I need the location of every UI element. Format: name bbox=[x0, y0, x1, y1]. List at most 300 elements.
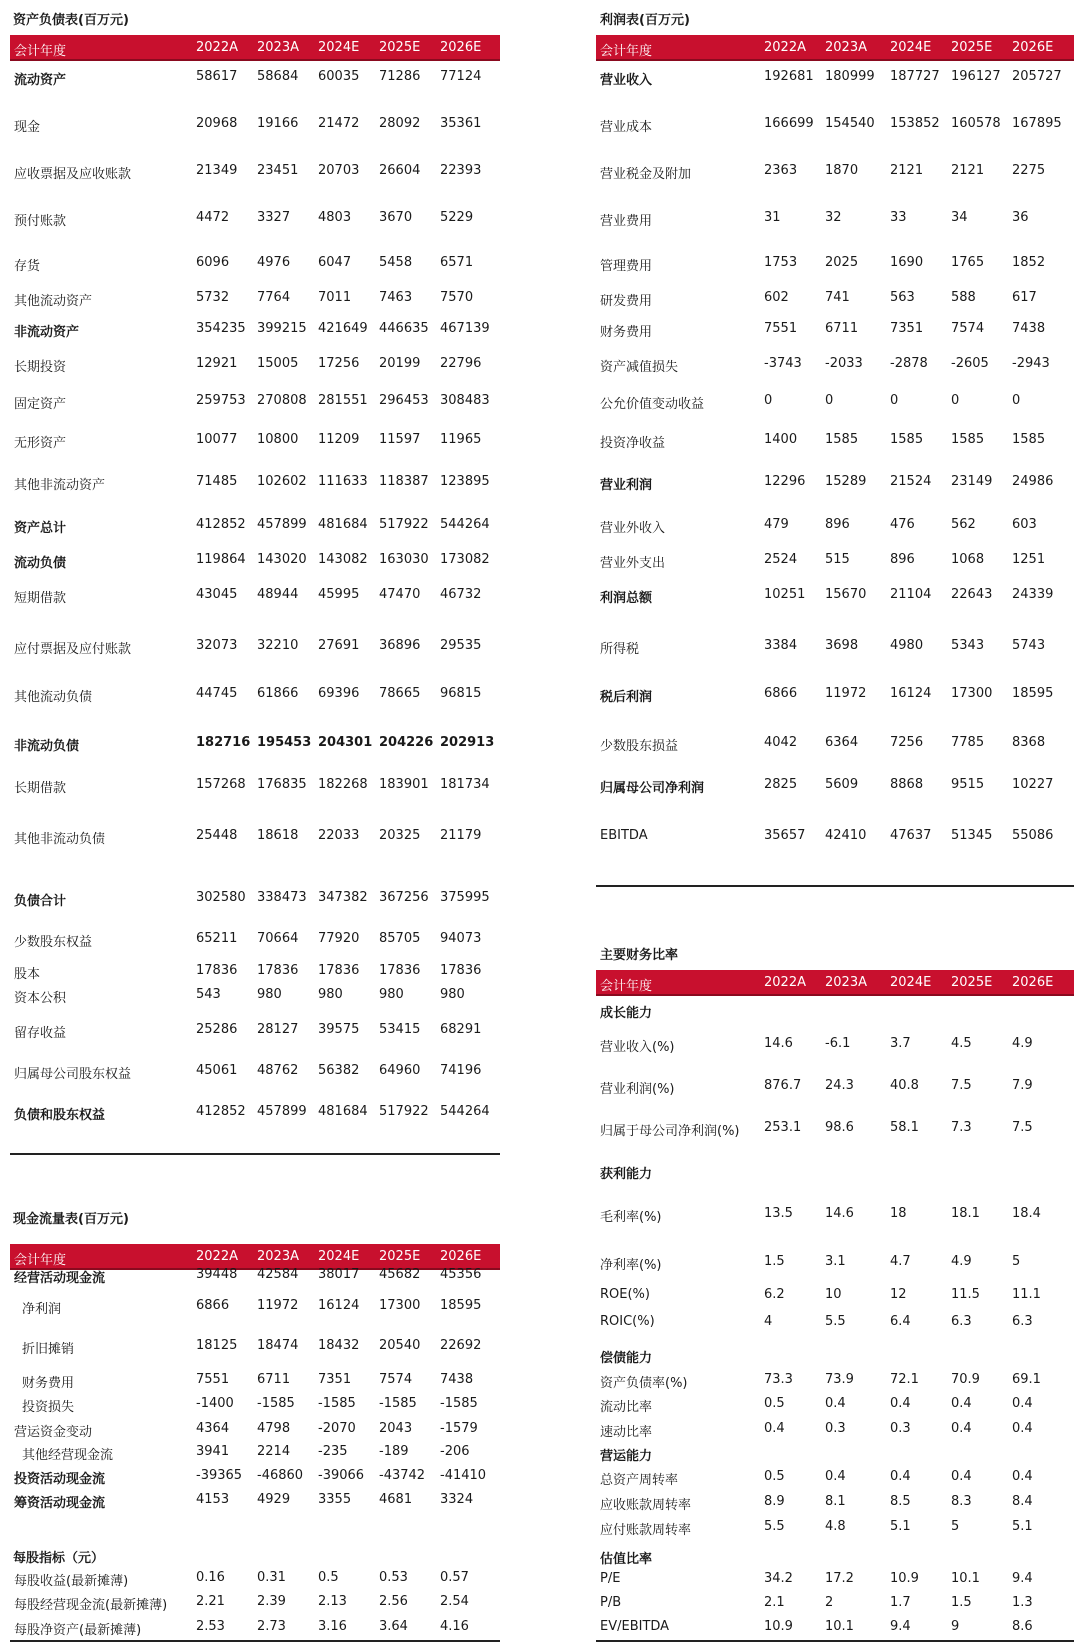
ratios-row-value: 73.9 bbox=[825, 1372, 854, 1387]
balance-header-year: 2023A bbox=[257, 40, 299, 55]
balance-row-value: 308483 bbox=[440, 393, 490, 408]
balance-row-value: 421649 bbox=[318, 321, 368, 336]
ratios-row-label: 流动比率 bbox=[600, 1400, 653, 1415]
cashflow-row-value: -41410 bbox=[440, 1468, 487, 1483]
balance-row-value: 457899 bbox=[257, 1104, 307, 1119]
income-row-value: 34 bbox=[951, 210, 968, 225]
balance-row-value: 367256 bbox=[379, 890, 429, 905]
ratios-title: 主要财务比率 bbox=[600, 948, 679, 963]
income-row-value: 1852 bbox=[1012, 255, 1046, 270]
ratios-row-value: 72.1 bbox=[890, 1372, 919, 1387]
balance-row-value: 11597 bbox=[379, 432, 421, 447]
ratios-row bbox=[596, 1571, 1074, 1589]
cashflow-row-value: 22692 bbox=[440, 1338, 482, 1353]
ratios-row-label: 资产负债率(%) bbox=[600, 1376, 688, 1391]
balance-row-value: 543 bbox=[196, 987, 221, 1002]
balance-row-value: 7011 bbox=[318, 290, 352, 305]
ratios-row bbox=[596, 1548, 1074, 1566]
cashflow-header-year: 2026E bbox=[440, 1249, 482, 1264]
ratios-row-value: 253.1 bbox=[764, 1120, 802, 1135]
income-row-value: 896 bbox=[825, 517, 850, 532]
ratios-row-value: 0.4 bbox=[1012, 1469, 1033, 1484]
balance-row-label: 非流动负债 bbox=[14, 739, 80, 754]
cashflow-row-value: 7551 bbox=[196, 1372, 230, 1387]
income-row-value: 187727 bbox=[890, 69, 940, 84]
balance-row-value: 182716 bbox=[196, 735, 251, 750]
balance-row-value: 22393 bbox=[440, 163, 482, 178]
pershare-row-value: 4.16 bbox=[440, 1619, 469, 1634]
income-row-value: -2878 bbox=[890, 356, 928, 371]
balance-row-value: 183901 bbox=[379, 777, 429, 792]
ratios-row-value: 7.9 bbox=[1012, 1078, 1033, 1093]
cashflow-row-value: 45356 bbox=[440, 1267, 482, 1282]
ratios-row-value: 0.5 bbox=[764, 1396, 785, 1411]
balance-row-label: 存货 bbox=[14, 259, 41, 274]
pershare-row-label: 每股收益(最新摊薄) bbox=[14, 1574, 129, 1589]
balance-row-value: 36896 bbox=[379, 638, 421, 653]
balance-row-value: 20968 bbox=[196, 116, 238, 131]
income-row-label: 营业费用 bbox=[600, 214, 653, 229]
per-share-table bbox=[10, 0, 500, 1646]
ratios-row-value: 10.1 bbox=[951, 1571, 980, 1586]
income-row-label: 管理费用 bbox=[600, 259, 653, 274]
cashflow-row-value: 18432 bbox=[318, 1338, 360, 1353]
income-row-value: 1765 bbox=[951, 255, 985, 270]
ratios-row-value: 4.7 bbox=[890, 1254, 911, 1269]
cashflow-row-value: 6866 bbox=[196, 1298, 230, 1313]
ratios-row-label: 获利能力 bbox=[600, 1167, 653, 1182]
ratios-row bbox=[596, 1494, 1074, 1512]
pershare-row-value: 2.21 bbox=[196, 1594, 225, 1609]
left-bottom-rule bbox=[10, 1640, 500, 1642]
cashflow-row-value: -1585 bbox=[440, 1396, 478, 1411]
cashflow-row-value: 18125 bbox=[196, 1338, 238, 1353]
ratios-row-label: 营业收入(%) bbox=[600, 1040, 675, 1055]
ratios-row-value: 14.6 bbox=[764, 1036, 793, 1051]
income-row-value: 22643 bbox=[951, 587, 993, 602]
income-row-value: -3743 bbox=[764, 356, 802, 371]
ratios-row-value: 0.3 bbox=[825, 1421, 846, 1436]
cashflow-row-value: -43742 bbox=[379, 1468, 426, 1483]
ratios-row-label: 毛利率(%) bbox=[600, 1210, 662, 1225]
balance-row-value: 11209 bbox=[318, 432, 360, 447]
balance-row-value: 74196 bbox=[440, 1063, 482, 1078]
income-header-year: 2026E bbox=[1012, 40, 1054, 55]
balance-row-value: 26604 bbox=[379, 163, 421, 178]
balance-row-label: 长期借款 bbox=[14, 781, 67, 796]
ratios-row-value: 6.2 bbox=[764, 1287, 785, 1302]
ratios-row-label: P/E bbox=[600, 1571, 621, 1586]
ratios-row-value: 14.6 bbox=[825, 1206, 854, 1221]
pershare-row bbox=[10, 1619, 500, 1637]
balance-row-label: 流动负债 bbox=[14, 556, 67, 571]
income-row-value: 7256 bbox=[890, 735, 924, 750]
cashflow-row-value: -2070 bbox=[318, 1421, 356, 1436]
ratios-row bbox=[596, 1254, 1074, 1272]
balance-row-value: 281551 bbox=[318, 393, 368, 408]
balance-row-value: 21472 bbox=[318, 116, 360, 131]
income-row-value: 6711 bbox=[825, 321, 859, 336]
ratios-table bbox=[596, 0, 1074, 1646]
balance-row-value: 32073 bbox=[196, 638, 238, 653]
balance-row-value: 118387 bbox=[379, 474, 429, 489]
cashflow-row-value: -235 bbox=[318, 1444, 348, 1459]
balance-row-label: 长期投资 bbox=[14, 360, 67, 375]
ratios-row-value: 0.4 bbox=[951, 1421, 972, 1436]
balance-row-label: 股本 bbox=[14, 967, 41, 982]
balance-row-value: 119864 bbox=[196, 552, 246, 567]
balance-row-value: 58684 bbox=[257, 69, 299, 84]
cashflow-row-label: 折旧摊销 bbox=[22, 1342, 75, 1357]
balance-row-value: 3670 bbox=[379, 210, 413, 225]
ratios-row-value: 0.3 bbox=[890, 1421, 911, 1436]
ratios-row bbox=[596, 1078, 1074, 1096]
pershare-row-value: 0.53 bbox=[379, 1570, 408, 1585]
pershare-row-value: 3.16 bbox=[318, 1619, 347, 1634]
ratios-row bbox=[596, 1445, 1074, 1463]
income-row-value: 24339 bbox=[1012, 587, 1054, 602]
balance-row-value: 980 bbox=[440, 987, 465, 1002]
cashflow-header-year: 2025E bbox=[379, 1249, 421, 1264]
balance-row-value: 60035 bbox=[318, 69, 360, 84]
ratios-row-value: 73.3 bbox=[764, 1372, 793, 1387]
right-bottom-rule bbox=[596, 1640, 1074, 1642]
income-row-value: 196127 bbox=[951, 69, 1001, 84]
balance-row-value: 53415 bbox=[379, 1022, 421, 1037]
income-row-value: 35657 bbox=[764, 828, 806, 843]
balance-row-value: 481684 bbox=[318, 517, 368, 532]
ratios-header-year: 2024E bbox=[890, 975, 932, 990]
balance-row-value: 980 bbox=[379, 987, 404, 1002]
balance-row-value: 17836 bbox=[318, 963, 360, 978]
balance-row-value: 446635 bbox=[379, 321, 429, 336]
ratios-row-value: 8.3 bbox=[951, 1494, 972, 1509]
ratios-row-value: 4.8 bbox=[825, 1519, 846, 1534]
ratios-row bbox=[596, 1036, 1074, 1054]
cashflow-header-label: 会计年度 bbox=[14, 1253, 67, 1268]
ratios-row bbox=[596, 1519, 1074, 1537]
ratios-row-value: 3.7 bbox=[890, 1036, 911, 1051]
ratios-row bbox=[596, 1396, 1074, 1414]
ratios-row bbox=[596, 1347, 1074, 1365]
income-row-label: 营业税金及附加 bbox=[600, 167, 692, 182]
balance-row-value: 22033 bbox=[318, 828, 360, 843]
income-row-value: 167895 bbox=[1012, 116, 1062, 131]
balance-row-label: 其他流动负债 bbox=[14, 690, 93, 705]
ratios-row-label: EV/EBITDA bbox=[600, 1619, 670, 1634]
balance-row-value: 204226 bbox=[379, 735, 434, 750]
balance-row-value: 65211 bbox=[196, 931, 238, 946]
cashflow-row-value: -46860 bbox=[257, 1468, 304, 1483]
ratios-row-label: P/B bbox=[600, 1595, 622, 1610]
pershare-row-value: 2.13 bbox=[318, 1594, 347, 1609]
ratios-row-value: 18 bbox=[890, 1206, 907, 1221]
balance-row-value: 23451 bbox=[257, 163, 299, 178]
ratios-row-value: 5 bbox=[1012, 1254, 1021, 1269]
income-row-value: 2121 bbox=[890, 163, 924, 178]
income-row-value: 0 bbox=[825, 393, 834, 408]
ratios-row-value: 3.1 bbox=[825, 1254, 846, 1269]
cashflow-row-value: 3355 bbox=[318, 1492, 352, 1507]
balance-row-value: 20325 bbox=[379, 828, 421, 843]
income-row-value: 617 bbox=[1012, 290, 1037, 305]
income-row-value: 192681 bbox=[764, 69, 814, 84]
income-row-value: 180999 bbox=[825, 69, 875, 84]
cashflow-row-value: 18595 bbox=[440, 1298, 482, 1313]
ratios-row-label: 偿债能力 bbox=[600, 1351, 653, 1366]
balance-row-value: 56382 bbox=[318, 1063, 360, 1078]
ratios-row-value: 1.5 bbox=[764, 1254, 785, 1269]
balance-row-value: 4803 bbox=[318, 210, 352, 225]
income-row-value: 10251 bbox=[764, 587, 806, 602]
cashflow-row-value: 18474 bbox=[257, 1338, 299, 1353]
income-row-value: 2025 bbox=[825, 255, 859, 270]
cashflow-row-value: -39066 bbox=[318, 1468, 365, 1483]
balance-row-label: 负债合计 bbox=[14, 894, 67, 909]
ratios-row-label: 归属于母公司净利润(%) bbox=[600, 1124, 740, 1139]
income-row-label: 公允价值变动收益 bbox=[600, 397, 705, 412]
cashflow-header-year: 2023A bbox=[257, 1249, 299, 1264]
balance-row-value: 17836 bbox=[257, 963, 299, 978]
ratios-row-value: 0.4 bbox=[890, 1396, 911, 1411]
balance-header-year: 2026E bbox=[440, 40, 482, 55]
balance-row-value: 20199 bbox=[379, 356, 421, 371]
balance-row-value: 17836 bbox=[379, 963, 421, 978]
balance-row-value: 338473 bbox=[257, 890, 307, 905]
income-row-value: 3384 bbox=[764, 638, 798, 653]
cashflow-row-value: 4798 bbox=[257, 1421, 291, 1436]
cashflow-header-year: 2024E bbox=[318, 1249, 360, 1264]
balance-row-label: 流动资产 bbox=[14, 73, 67, 88]
ratios-row bbox=[596, 1163, 1074, 1181]
balance-row-value: 10077 bbox=[196, 432, 238, 447]
ratios-row bbox=[596, 1421, 1074, 1439]
balance-row-value: 18618 bbox=[257, 828, 299, 843]
income-row-value: 21524 bbox=[890, 474, 932, 489]
income-row-value: 479 bbox=[764, 517, 789, 532]
ratios-row-value: 4.5 bbox=[951, 1036, 972, 1051]
pershare-row-label: 每股净资产(最新摊薄) bbox=[14, 1623, 142, 1638]
balance-row-value: 45061 bbox=[196, 1063, 238, 1078]
balance-row-value: 163030 bbox=[379, 552, 429, 567]
income-row-label: 投资净收益 bbox=[600, 436, 666, 451]
cashflow-row-label: 投资损失 bbox=[22, 1400, 75, 1415]
balance-row-label: 负债和股东权益 bbox=[14, 1108, 106, 1123]
ratios-row-value: 2 bbox=[825, 1595, 834, 1610]
income-row-value: 10227 bbox=[1012, 777, 1054, 792]
ratios-row-value: 6.3 bbox=[1012, 1314, 1033, 1329]
income-row-value: 4980 bbox=[890, 638, 924, 653]
balance-row-value: 69396 bbox=[318, 686, 360, 701]
balance-row-value: 173082 bbox=[440, 552, 490, 567]
balance-row-value: 44745 bbox=[196, 686, 238, 701]
ratios-row bbox=[596, 1287, 1074, 1305]
ratios-row-label: 总资产周转率 bbox=[600, 1473, 679, 1488]
ratios-row-value: 9 bbox=[951, 1619, 960, 1634]
ratios-row-label: 净利率(%) bbox=[600, 1258, 662, 1273]
balance-row-label: 现金 bbox=[14, 120, 41, 135]
ratios-row-value: 13.5 bbox=[764, 1206, 793, 1221]
cashflow-row-value: 45682 bbox=[379, 1267, 421, 1282]
balance-row-value: 7463 bbox=[379, 290, 413, 305]
ratios-row-value: 0.5 bbox=[764, 1469, 785, 1484]
balance-header-label: 会计年度 bbox=[14, 44, 67, 59]
balance-row-value: 27691 bbox=[318, 638, 360, 653]
income-header-year: 2023A bbox=[825, 40, 867, 55]
balance-row-value: 347382 bbox=[318, 890, 368, 905]
income-row-label: 税后利润 bbox=[600, 690, 653, 705]
balance-row-value: 517922 bbox=[379, 517, 429, 532]
income-row-label: 归属母公司净利润 bbox=[600, 781, 705, 796]
cashflow-row-label: 财务费用 bbox=[22, 1376, 75, 1391]
ratios-row-label: 营业利润(%) bbox=[600, 1082, 675, 1097]
income-row-value: 588 bbox=[951, 290, 976, 305]
cashflow-row-label: 其他经营现金流 bbox=[22, 1448, 114, 1463]
balance-row-label: 应付票据及应付账款 bbox=[14, 642, 132, 657]
ratios-row-value: 7.5 bbox=[951, 1078, 972, 1093]
income-row-value: 11972 bbox=[825, 686, 867, 701]
balance-row-value: 195453 bbox=[257, 735, 312, 750]
income-row-value: 0 bbox=[890, 393, 899, 408]
balance-row-value: 21179 bbox=[440, 828, 482, 843]
cashflow-title: 现金流量表(百万元) bbox=[13, 1212, 129, 1227]
balance-row-value: 64960 bbox=[379, 1063, 421, 1078]
balance-row-value: 202913 bbox=[440, 735, 495, 750]
balance-row-value: 94073 bbox=[440, 931, 482, 946]
balance-row-value: 15005 bbox=[257, 356, 299, 371]
income-row-value: 2363 bbox=[764, 163, 798, 178]
income-row-label: 利润总额 bbox=[600, 591, 653, 606]
balance-row-value: 6571 bbox=[440, 255, 474, 270]
ratios-row-value: 0.4 bbox=[825, 1396, 846, 1411]
income-row-value: 18595 bbox=[1012, 686, 1054, 701]
ratios-row-value: 2.1 bbox=[764, 1595, 785, 1610]
balance-row-label: 留存收益 bbox=[14, 1026, 67, 1041]
balance-row-value: 6096 bbox=[196, 255, 230, 270]
balance-header-year: 2022A bbox=[196, 40, 238, 55]
income-row-value: 2825 bbox=[764, 777, 798, 792]
balance-row-label: 其他流动资产 bbox=[14, 294, 93, 309]
income-row-value: 31 bbox=[764, 210, 781, 225]
income-row-value: 896 bbox=[890, 552, 915, 567]
ratios-row-value: 0.4 bbox=[951, 1469, 972, 1484]
balance-row-value: 45995 bbox=[318, 587, 360, 602]
ratios-row-value: 6.4 bbox=[890, 1314, 911, 1329]
balance-row-value: 25286 bbox=[196, 1022, 238, 1037]
income-row-label: 研发费用 bbox=[600, 294, 653, 309]
income-row-label: 所得税 bbox=[600, 642, 640, 657]
income-row-value: 515 bbox=[825, 552, 850, 567]
cashflow-row-label: 营运资金变动 bbox=[14, 1425, 93, 1440]
income-row-value: 16124 bbox=[890, 686, 932, 701]
income-row-value: 23149 bbox=[951, 474, 993, 489]
balance-row-value: 412852 bbox=[196, 1104, 246, 1119]
ratios-row-value: 10 bbox=[825, 1287, 842, 1302]
ratios-row-value: 10.9 bbox=[890, 1571, 919, 1586]
ratios-row-value: 8.9 bbox=[764, 1494, 785, 1509]
ratios-row-value: 1.7 bbox=[890, 1595, 911, 1610]
ratios-row-value: 11.5 bbox=[951, 1287, 980, 1302]
cashflow-row-value: 3941 bbox=[196, 1444, 230, 1459]
income-statement-title: 利润表(百万元) bbox=[600, 13, 690, 28]
ratios-row-value: 18.1 bbox=[951, 1206, 980, 1221]
ratios-row-value: 12 bbox=[890, 1287, 907, 1302]
cashflow-row-value: 4153 bbox=[196, 1492, 230, 1507]
pershare-row-value: 2.54 bbox=[440, 1594, 469, 1609]
income-row-value: 562 bbox=[951, 517, 976, 532]
balance-row-value: 980 bbox=[318, 987, 343, 1002]
ratios-row bbox=[596, 1619, 1074, 1637]
balance-row-value: 46732 bbox=[440, 587, 482, 602]
ratios-row-value: 11.1 bbox=[1012, 1287, 1041, 1302]
income-row-value: 1870 bbox=[825, 163, 859, 178]
pershare-row-value: 0.5 bbox=[318, 1570, 339, 1585]
income-row-value: 32 bbox=[825, 210, 842, 225]
cashflow-row-value: -1400 bbox=[196, 1396, 234, 1411]
balance-row-label: 无形资产 bbox=[14, 436, 67, 451]
ratios-row-value: 34.2 bbox=[764, 1571, 793, 1586]
cashflow-row-value: 4929 bbox=[257, 1492, 291, 1507]
cashflow-row-value: 6711 bbox=[257, 1372, 291, 1387]
balance-row-value: 28127 bbox=[257, 1022, 299, 1037]
income-row-value: 36 bbox=[1012, 210, 1029, 225]
income-row-value: 2524 bbox=[764, 552, 798, 567]
income-row-value: 24986 bbox=[1012, 474, 1054, 489]
ratios-row-value: 1.5 bbox=[951, 1595, 972, 1610]
ratios-row-value: 5 bbox=[951, 1519, 960, 1534]
ratios-row-value: 9.4 bbox=[1012, 1571, 1033, 1586]
cashflow-row-value: 2043 bbox=[379, 1421, 413, 1436]
ratios-row bbox=[596, 1206, 1074, 1224]
balance-row-value: 28092 bbox=[379, 116, 421, 131]
ratios-row-label: 营运能力 bbox=[600, 1449, 653, 1464]
cashflow-row-value: -189 bbox=[379, 1444, 409, 1459]
cashflow-row-value: -39365 bbox=[196, 1468, 243, 1483]
cashflow-row-value: 42584 bbox=[257, 1267, 299, 1282]
income-row-value: 0 bbox=[1012, 393, 1021, 408]
ratios-row-value: 5.5 bbox=[764, 1519, 785, 1534]
ratios-row-value: 17.2 bbox=[825, 1571, 854, 1586]
income-row-value: 602 bbox=[764, 290, 789, 305]
balance-row-value: 39575 bbox=[318, 1022, 360, 1037]
ratios-row-value: 8.6 bbox=[1012, 1619, 1033, 1634]
ratios-row-value: 70.9 bbox=[951, 1372, 980, 1387]
income-row-value: 8868 bbox=[890, 777, 924, 792]
pershare-row-value: 0.31 bbox=[257, 1570, 286, 1585]
income-row-value: 21104 bbox=[890, 587, 932, 602]
balance-row-value: 467139 bbox=[440, 321, 490, 336]
balance-row-value: 204301 bbox=[318, 735, 373, 750]
ratios-row-value: 0.4 bbox=[951, 1396, 972, 1411]
balance-row-value: 4976 bbox=[257, 255, 291, 270]
cashflow-row-value: -206 bbox=[440, 1444, 470, 1459]
income-row-value: 2121 bbox=[951, 163, 985, 178]
ratios-row-value: 10.1 bbox=[825, 1619, 854, 1634]
ratios-row bbox=[596, 1372, 1074, 1390]
ratios-row-label: 应收账款周转率 bbox=[600, 1498, 692, 1513]
balance-row-value: 10800 bbox=[257, 432, 299, 447]
income-row-label: 资产减值损失 bbox=[600, 360, 679, 375]
ratios-row bbox=[596, 1120, 1074, 1138]
balance-row-value: 5458 bbox=[379, 255, 413, 270]
ratios-header-year: 2025E bbox=[951, 975, 993, 990]
pershare-row bbox=[10, 1570, 500, 1588]
ratios-row-value: 0.4 bbox=[1012, 1396, 1033, 1411]
pershare-row-value: 2.39 bbox=[257, 1594, 286, 1609]
income-row-value: 1251 bbox=[1012, 552, 1046, 567]
ratios-row bbox=[596, 1469, 1074, 1487]
income-row-value: 160578 bbox=[951, 116, 1001, 131]
